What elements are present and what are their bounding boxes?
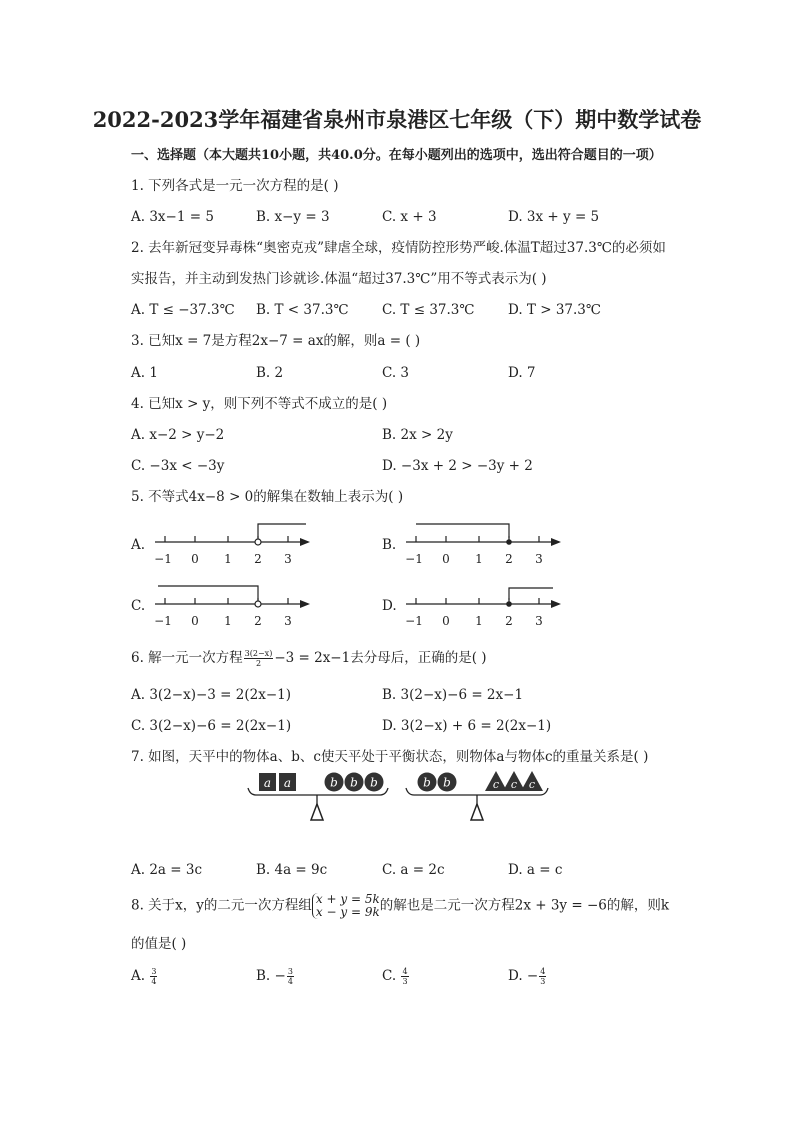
- q2-option-d: D. T > 37.3℃: [508, 302, 601, 318]
- q8-option-c-label: C.: [382, 968, 397, 984]
- fraction-numerator: 3: [287, 967, 293, 976]
- q8-stem-pre: 8. 关于x，y的二元一次方程组: [131, 897, 312, 914]
- q8-equation-2: x − y = 9k: [315, 905, 380, 919]
- fraction-denominator: 3: [402, 977, 408, 986]
- object-a-label: a: [283, 776, 292, 790]
- object-c-label: c: [510, 778, 518, 791]
- tick-label: 1: [475, 614, 483, 628]
- q7-option-d: D. a = c: [508, 862, 563, 878]
- section-heading: 一、选择题（本大题共10小题，共40.0分。在每小题列出的选项中，选出符合题目的一项）: [131, 148, 662, 163]
- q2-option-c: C. T ≤ 37.3℃: [382, 302, 475, 318]
- question-7-stem: 7. 如图，天平中的物体a、b、c使天平处于平衡状态，则物体a与物体c的重量关系是( ): [131, 749, 649, 765]
- q7-option-a: A. 2a = 3c: [131, 862, 203, 878]
- q5-option-d-label: D.: [382, 598, 397, 614]
- object-b-label: b: [330, 775, 338, 790]
- q8-equation-1: x + y = 5k: [315, 892, 380, 906]
- question-2-line-2: 实报告，并主动到发热门诊就诊.体温“超过37.3℃”用不等式表示为( ): [131, 271, 547, 287]
- question-1-stem: 1. 下列各式是一元一次方程的是( ): [131, 178, 339, 194]
- q6-stem-post: −3 = 2x−1去分母后，正确的是( ): [274, 650, 487, 666]
- question-2-line-1: 2. 去年新冠变异毒株“奥密克戎”肆虐全球，疫情防控形势严峻.体温T超过37.3℃的必须如: [131, 240, 666, 256]
- fraction-numerator: 4: [540, 967, 546, 976]
- balance-scale-right: [406, 771, 548, 820]
- question-8-line-2: 的值是( ): [131, 936, 187, 952]
- q8-option-a-label: A.: [131, 968, 146, 984]
- tick-label: 0: [442, 552, 450, 566]
- q8-option-a: [131, 967, 158, 986]
- q5-number-line-a: [150, 517, 315, 567]
- q5-number-line-d: [401, 579, 566, 629]
- tick-label: 0: [191, 552, 199, 566]
- tick-label: 0: [191, 614, 199, 628]
- tick-label: 2: [254, 552, 262, 566]
- q7-option-c: C. a = 2c: [382, 862, 445, 878]
- q5-option-a-label: A.: [131, 537, 146, 553]
- q6-option-a: A. 3(2−x)−3 = 2(2x−1): [131, 687, 291, 703]
- q2-option-a: A. T ≤ −37.3℃: [131, 302, 235, 318]
- q3-option-b: B. 2: [256, 365, 284, 381]
- object-c-label: c: [528, 778, 536, 791]
- q6-fraction: [244, 649, 274, 668]
- question-8-stem: [131, 893, 669, 919]
- tick-label: −1: [154, 552, 172, 566]
- q6-option-c: C. 3(2−x)−6 = 2(2x−1): [131, 718, 292, 734]
- q8-option-b-label: B. −: [256, 968, 286, 984]
- question-5-stem: 5. 不等式4x−8 > 0的解集在数轴上表示为( ): [131, 489, 404, 505]
- q5-number-line-c: [150, 579, 315, 629]
- tick-label: −1: [405, 614, 423, 628]
- object-b-label: b: [350, 775, 358, 790]
- q8-option-c-fraction: [401, 967, 408, 986]
- tick-label: 1: [224, 614, 232, 628]
- q6-fraction-denominator: 2: [255, 659, 262, 668]
- tick-label: 1: [224, 552, 232, 566]
- q1-option-b: B. x−y = 3: [256, 209, 330, 225]
- object-b-label: b: [423, 775, 431, 790]
- fraction-denominator: 4: [287, 977, 293, 986]
- fraction-numerator: 3: [151, 967, 157, 976]
- tick-label: 0: [442, 614, 450, 628]
- q8-equation-system: [312, 893, 380, 919]
- q8-option-d: [508, 967, 547, 986]
- tick-label: 1: [475, 552, 483, 566]
- q8-option-c: [382, 967, 410, 986]
- question-6-stem: [131, 649, 487, 668]
- q6-stem-pre: 6. 解一元一次方程: [131, 650, 243, 666]
- fraction-denominator: 3: [540, 977, 546, 986]
- q4-option-a: A. x−2 > y−2: [131, 427, 225, 443]
- q6-fraction-numerator: 3(2−x): [244, 649, 273, 658]
- q7-balance-figure: [240, 768, 560, 828]
- q6-option-d: D. 3(2−x) + 6 = 2(2x−1): [382, 718, 552, 734]
- q3-option-c: C. 3: [382, 365, 410, 381]
- question-4-stem: 4. 已知x > y，则下列不等式不成立的是( ): [131, 396, 388, 412]
- q4-option-b: B. 2x > 2y: [382, 427, 453, 443]
- tick-label: 3: [535, 552, 543, 566]
- fraction-numerator: 4: [402, 967, 408, 976]
- q8-option-d-fraction: [539, 967, 546, 986]
- q8-option-b: [256, 967, 295, 986]
- q8-option-b-fraction: [287, 967, 294, 986]
- q4-option-c: C. −3x < −3y: [131, 458, 225, 474]
- q5-option-c-label: C.: [131, 598, 146, 614]
- q2-option-b: B. T < 37.3℃: [256, 302, 349, 318]
- tick-label: 3: [535, 614, 543, 628]
- q6-option-b: B. 3(2−x)−6 = 2x−1: [382, 687, 524, 703]
- q5-number-line-b: [401, 517, 566, 567]
- q5-option-b-label: B.: [382, 537, 397, 553]
- tick-label: −1: [154, 614, 172, 628]
- page-title: 2022-2023学年福建省泉州市泉港区七年级（下）期中数学试卷: [92, 107, 702, 132]
- object-a-label: a: [263, 776, 272, 790]
- tick-label: 3: [284, 614, 292, 628]
- q1-option-a: A. 3x−1 = 5: [131, 209, 214, 225]
- q8-stem-post: 的解也是二元一次方程2x + 3y = −6的解，则k: [379, 897, 670, 914]
- q3-option-d: D. 7: [508, 365, 536, 381]
- tick-label: 2: [505, 552, 513, 566]
- q8-option-d-label: D. −: [508, 968, 539, 984]
- tick-label: −1: [405, 552, 423, 566]
- q4-option-d: D. −3x + 2 > −3y + 2: [382, 458, 533, 474]
- tick-label: 2: [254, 614, 262, 628]
- object-b-label: b: [370, 775, 378, 790]
- fraction-denominator: 4: [151, 977, 157, 986]
- object-c-label: c: [492, 778, 500, 791]
- q1-option-c: C. x + 3: [382, 209, 437, 225]
- q1-option-d: D. 3x + y = 5: [508, 209, 600, 225]
- object-b-label: b: [443, 775, 451, 790]
- q7-option-b: B. 4a = 9c: [256, 862, 328, 878]
- question-3-stem: 3. 已知x = 7是方程2x−7 = ax的解，则a = ( ): [131, 333, 421, 349]
- q3-option-a: A. 1: [131, 365, 158, 381]
- tick-label: 3: [284, 552, 292, 566]
- tick-label: 2: [505, 614, 513, 628]
- q8-option-a-fraction: [150, 967, 157, 986]
